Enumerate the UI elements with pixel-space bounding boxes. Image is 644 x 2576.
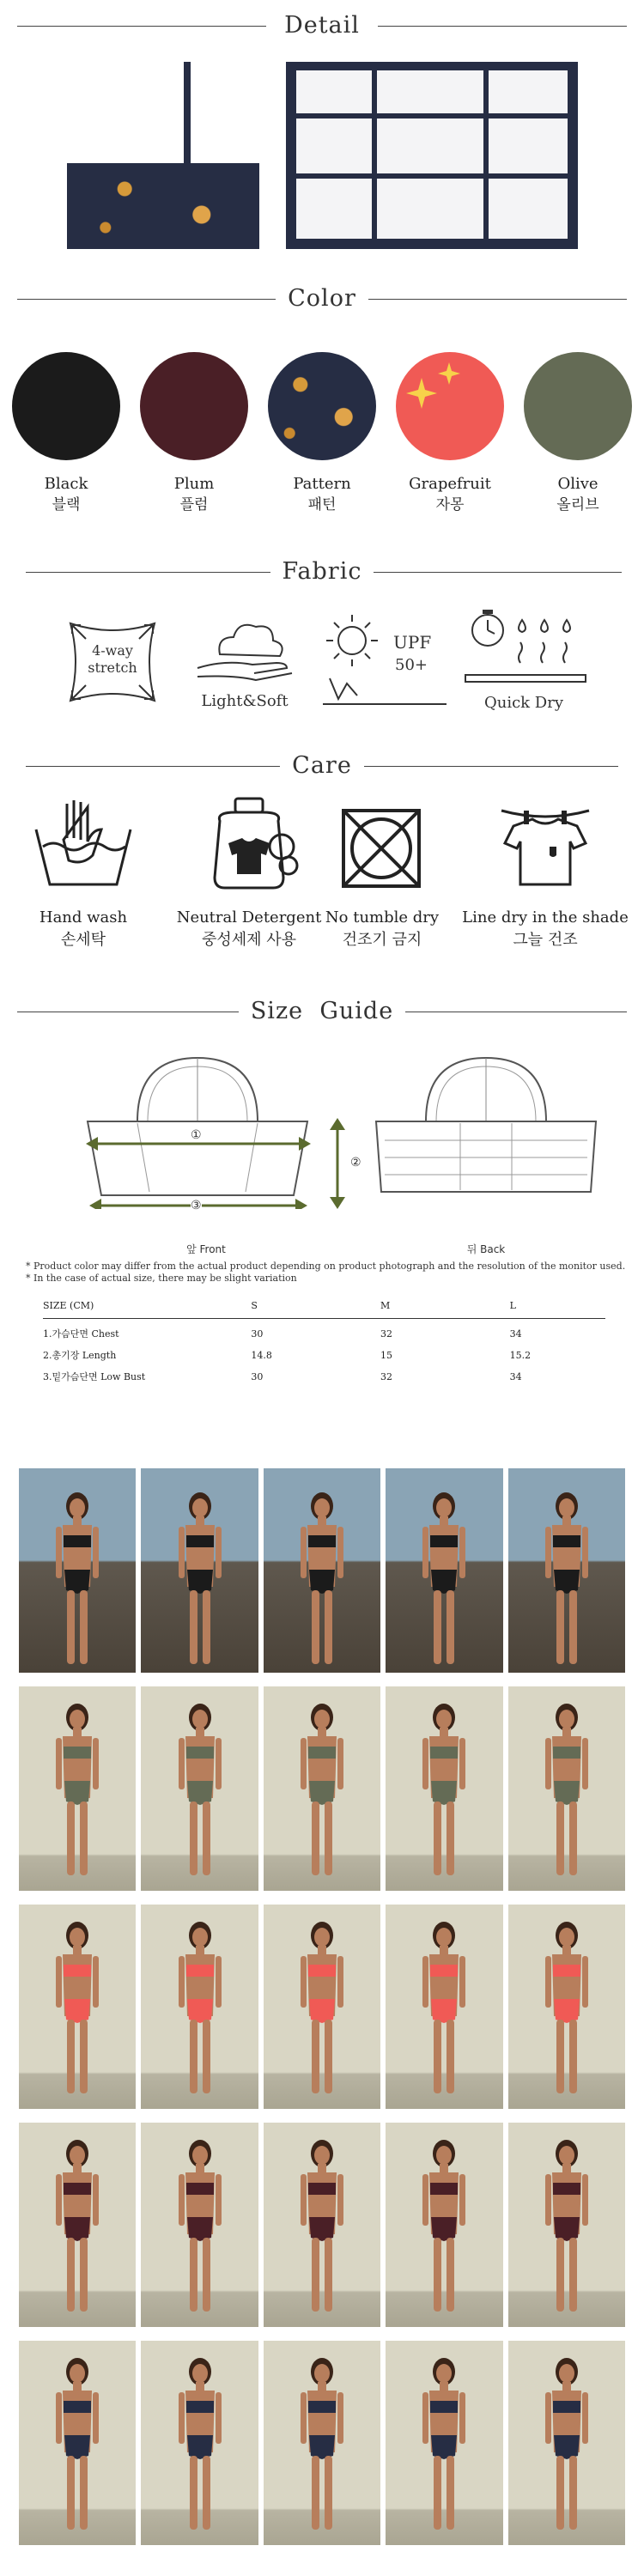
back-diagram [366,1054,606,1209]
size-table-header-cell: S [251,1295,380,1319]
quick-dry-icon [459,605,589,714]
size-table [43,1295,605,1383]
model-photo [264,2123,380,2327]
swatch-olive[interactable] [524,352,632,460]
model-photo [141,1686,258,1891]
model-photo [19,2123,136,2327]
model-figure [414,1695,474,1887]
color-title: Color [276,285,368,312]
table-row [43,1319,605,1341]
care-title: Care [280,752,364,779]
table-row [43,1362,605,1383]
table-cell: 34 [509,1370,522,1382]
color-label-grapefruit: Grapefruit 자몽 [409,475,491,513]
detail-strap-image [67,62,259,249]
stretch-label: 4-way stretch [88,642,137,676]
marker-chest: ① [191,1128,202,1142]
table-cell: 15 [380,1349,392,1361]
swatch-plum[interactable] [140,352,248,460]
model-figure [537,2131,597,2324]
model-figure [414,2349,474,2542]
front-diagram [77,1054,318,1212]
fabric-title: Fabric [270,558,374,585]
section-title-detail [0,9,644,43]
marker-low-bust: ③ [191,1199,202,1212]
model-photo [386,2341,502,2545]
photo-row-pattern [19,2341,625,2545]
model-photo [141,1905,258,2109]
table-cell: 3.밑가슴단면 Low Bust [43,1371,146,1382]
detail-top-image [286,62,578,249]
section-title-size-guide [0,994,644,1029]
model-photo [264,1686,380,1891]
model-photo [19,1686,136,1891]
model-photo [264,1468,380,1673]
light-soft-label: Light&Soft [201,692,289,710]
care-caption-detergent: Neutral Detergent 중성세제 사용 [176,908,322,949]
model-figure [47,1913,107,2105]
model-figure [292,1913,352,2105]
model-figure [47,2349,107,2542]
hand-wash-icon [33,795,134,888]
model-photo [386,2123,502,2327]
length-arrow [325,1118,368,1209]
section-title-color [0,282,644,316]
upf-label: UPF [393,632,432,653]
model-photo [508,1468,625,1673]
model-figure [537,2349,597,2542]
model-figure [170,1695,230,1887]
model-figure [47,2131,107,2324]
line-dry-icon [500,804,591,890]
back-caption: 뒤 Back [466,1243,506,1255]
model-photo [386,1468,502,1673]
sparkle-icon [396,352,504,460]
model-photo [141,2341,258,2545]
size-table-header-cell: M [380,1295,510,1319]
model-photo [508,2341,625,2545]
model-figure [537,1913,597,2105]
model-photo [19,2341,136,2545]
model-figure [47,1695,107,1887]
model-photo [508,1686,625,1891]
model-figure [170,2349,230,2542]
light-soft-icon [191,611,299,713]
model-figure [414,1484,474,1673]
table-cell: 14.8 [251,1349,272,1361]
size-note-variation: * In the case of actual size, there may be slight variation [26,1273,297,1284]
model-photo [508,2123,625,2327]
detergent-icon [199,795,299,891]
model-photo [386,1905,502,2109]
care-caption-hand-wash: Hand wash 손세탁 [39,908,128,949]
model-photo [264,1905,380,2109]
table-cell: 30 [251,1370,264,1382]
color-label-plum: Plum 플럼 [173,475,215,513]
model-figure [537,1484,597,1673]
photo-row-grapefruit [19,1905,625,2109]
size-guide-title: Size Guide [239,998,405,1024]
swatch-black[interactable] [12,352,120,460]
photo-row-olive [19,1686,625,1891]
swatch-pattern[interactable] [268,352,376,460]
table-cell: 32 [380,1327,392,1340]
section-title-care [0,749,644,783]
photo-row-beach [19,1468,625,1673]
detail-title: Detail [272,12,372,39]
no-tumble-dry-icon [340,807,422,890]
model-photo [386,1686,502,1891]
marker-length: ② [350,1156,361,1170]
table-cell: 1.가슴단면 Chest [43,1328,119,1340]
model-figure [170,1913,230,2105]
upf-value: 50+ [395,656,428,674]
table-cell: 15.2 [509,1349,532,1361]
model-figure [414,1913,474,2105]
stretch-icon [60,611,165,713]
color-label-pattern: Pattern 패턴 [293,475,351,513]
size-note-color: * Product color may differ from the actual product depending on product photograph and the resolution of the monitor used. [26,1261,626,1272]
table-row [43,1340,605,1362]
upf-icon [319,606,448,713]
model-photo [141,1468,258,1673]
size-table-header-cell: SIZE (CM) [43,1295,251,1319]
photo-row-plum [19,2123,625,2327]
color-label-olive: Olive 올리브 [556,475,599,513]
model-photo [264,2341,380,2545]
model-figure [414,2131,474,2324]
size-table-header-cell: L [510,1295,605,1319]
care-caption-no-tumble-dry: No tumble dry 건조기 금지 [325,908,440,949]
quick-dry-label: Quick Dry [483,694,564,712]
model-photo [508,1905,625,2109]
model-photo [19,1468,136,1673]
model-figure [537,1695,597,1887]
model-photo [141,2123,258,2327]
section-title-fabric [0,555,644,589]
table-cell: 34 [509,1327,522,1340]
model-figure [292,2131,352,2324]
table-cell: 2.총기장 Length [43,1350,117,1361]
front-caption: 앞 Front [186,1243,226,1255]
care-caption-line-dry: Line dry in the shade 그늘 건조 [462,908,629,949]
swatch-grapefruit[interactable] [396,352,504,460]
model-figure [292,1695,352,1887]
color-label-black: Black 블랙 [44,475,88,513]
size-table-header [43,1295,605,1319]
model-figure [47,1484,107,1673]
model-figure [292,2349,352,2542]
model-photo [19,1905,136,2109]
model-figure [170,1484,230,1673]
table-cell: 30 [251,1327,264,1340]
table-cell: 32 [380,1370,392,1382]
model-figure [170,2131,230,2324]
model-figure [292,1484,352,1673]
